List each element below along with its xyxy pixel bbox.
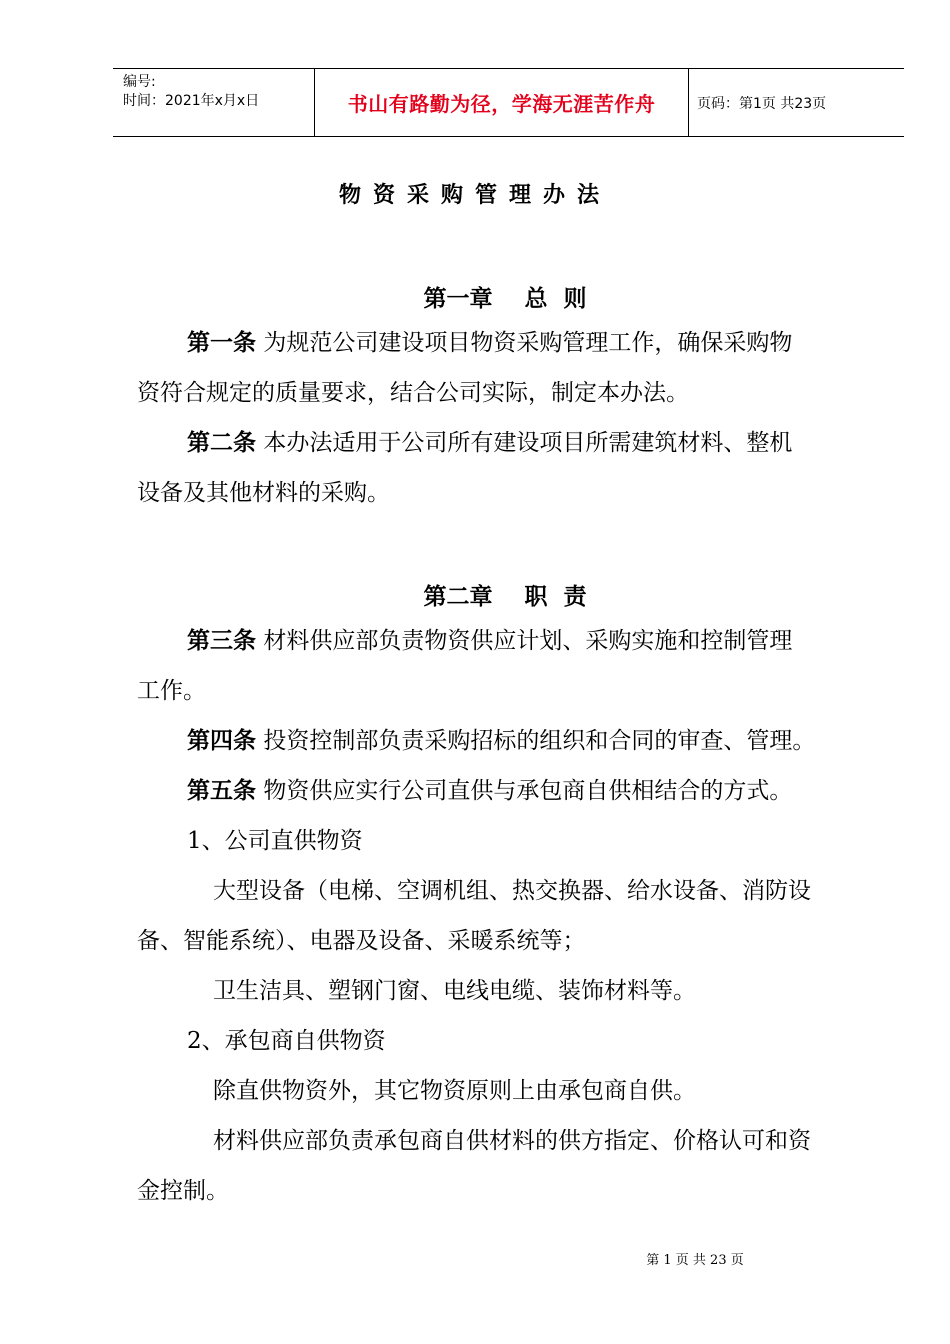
- document-number-label: 编号:: [123, 74, 156, 90]
- chapter-2-heading: 第二章 职 责: [423, 584, 587, 610]
- item-1-para-1-line-1: 大型设备（电梯、空调机组、热交换器、给水设备、消防设: [213, 878, 811, 904]
- header-motto: 书山有路勤为径，学海无涯苦作舟: [347, 92, 656, 116]
- article-3-text-1: 材料供应部负责物资供应计划、采购实施和控制管理: [263, 628, 793, 654]
- article-3-line-1: [187, 616, 937, 666]
- item-1-para-2: 卫生洁具、塑钢门窗、电线电缆、装饰材料等。: [213, 978, 696, 1004]
- item-2-para-2-line-1: 材料供应部负责承包商自供材料的供方指定、价格认可和资: [213, 1128, 811, 1154]
- article-5-label: 第五条: [187, 778, 256, 804]
- article-4-line-1: [187, 716, 937, 766]
- article-2-label: 第二条: [187, 430, 256, 456]
- item-2-para-2-line-2: 金控制。: [137, 1178, 229, 1204]
- article-2-line-2: 设备及其他材料的采购。: [137, 480, 390, 506]
- article-2-text-1: 本办法适用于公司所有建设项目所需建筑材料、整机: [263, 430, 793, 456]
- article-1-label: 第一条: [187, 330, 256, 356]
- document-title: 物资采购管理办法: [338, 183, 611, 208]
- article-4-text-1: 投资控制部负责采购招标的组织和合同的审查、管理。: [263, 728, 816, 754]
- page-footer: 第 1 页 共 23 页: [646, 1253, 744, 1268]
- article-1-text-1: 为规范公司建设项目物资采购管理工作，确保采购物: [263, 330, 793, 356]
- article-3-label: 第三条: [187, 628, 256, 654]
- header-page-cell: [689, 69, 904, 136]
- document-time-label: 时间：2021年x月x日: [123, 93, 260, 109]
- header-motto-cell: [315, 69, 689, 136]
- article-3-line-2: 工作。: [137, 678, 206, 704]
- article-5-line-1: [187, 766, 937, 816]
- header-page-code: 页码：第1页 共23页: [697, 95, 827, 112]
- item-1-heading: 1、公司直供物资: [187, 828, 363, 854]
- item-2-para-1: 除直供物资外，其它物资原则上由承包商自供。: [213, 1078, 696, 1104]
- header-meta-cell: [113, 69, 315, 136]
- article-4-label: 第四条: [187, 728, 256, 754]
- chapter-1-heading: 第一章 总 则: [423, 286, 587, 312]
- article-2-line-1: [187, 418, 937, 468]
- item-1-para-1-line-2: 备、智能系统）、电器及设备、采暖系统等；: [137, 928, 586, 954]
- item-2-heading: 2、承包商自供物资: [187, 1028, 386, 1054]
- page-header: [113, 68, 904, 137]
- article-5-text-1: 物资供应实行公司直供与承包商自供相结合的方式。: [263, 778, 793, 804]
- article-1-line-2: 资符合规定的质量要求，结合公司实际，制定本办法。: [137, 380, 689, 406]
- article-1-line-1: [187, 318, 937, 368]
